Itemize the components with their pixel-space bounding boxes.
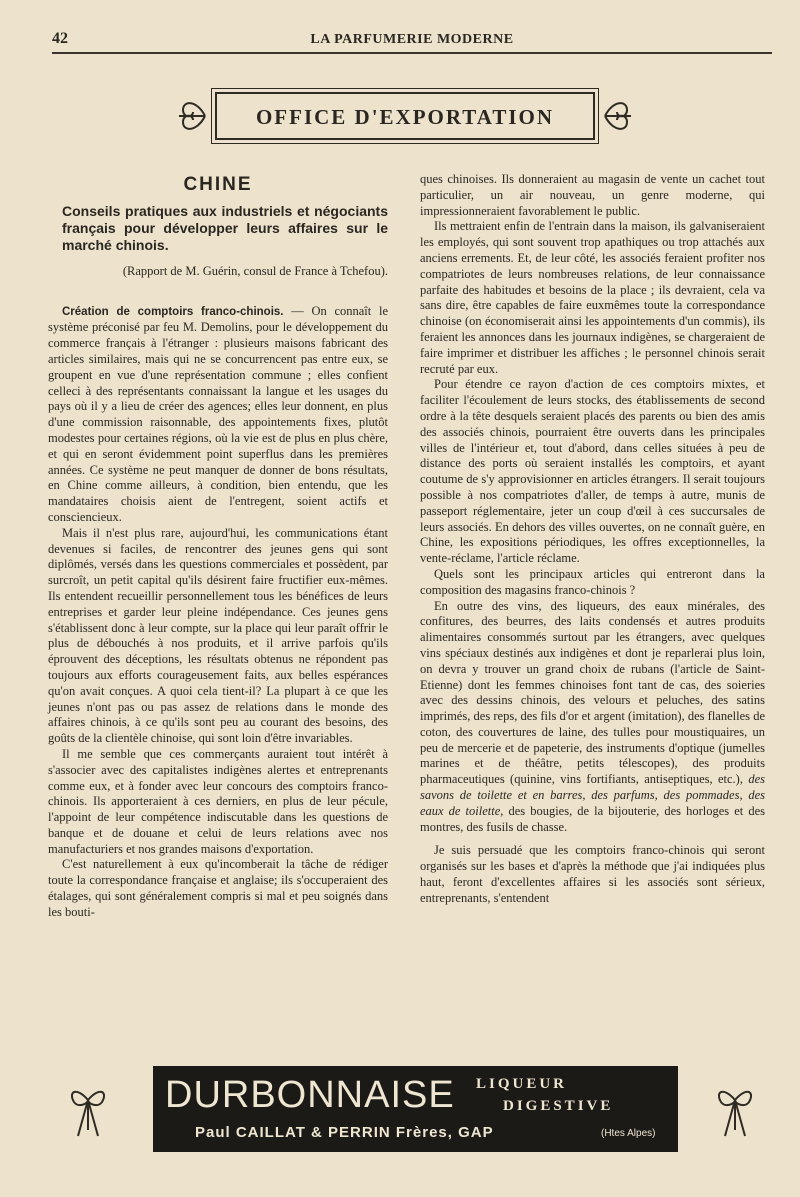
paragraph: ques chinoises. Ils donneraient au magasin de vente un cachet tout particulier, un air nouveau, un genre moderne, qui impressionneraient favorablement le public.: [420, 172, 765, 218]
advertisement: [50, 1066, 765, 1156]
section-banner: [185, 92, 625, 140]
paragraph: Mais il n'est plus rare, aujourd'hui, les communications étant devenues si faciles, de rencontrer des jeunes gens qui sont diplômés, versés dans les questions commerciales et possèdent, par surcroît, un petit capital qu'ils désirent faire fructifier eux-mêmes. Ils entendent recueillir personnellement tous les bénéfices de leurs entreprises et garder leur pleine indépendance. Ces jeunes gens s'établissent donc à leur compte, sur la place qui leur paraît offrir le plus de débouchés à nos produits, et il arrive parfois qu'ils éprouvent des déceptions, les résultats obtenus ne répondent pas toujours aux efforts courageusement faits, aux belles espérances qu'on avait conçues. A quoi cela tient-il? La plupart à ce que les jeunes n'ont pas ou pas assez de relations dans le monde des affaires chinois, à ce qu'ils sont peu au courant des besoins, des goûts de la clientèle chinoise, qui sont loin d'être invariables.: [48, 525, 388, 746]
paragraph: [48, 304, 388, 526]
fleuron-ornament-icon: [603, 96, 633, 136]
page-number: 42: [52, 30, 68, 47]
ad-tagline: DIGESTIVE: [503, 1098, 614, 1114]
paragraph-run-in-heading: Création de comptoirs franco-chinois.: [62, 305, 284, 318]
advertisement-panel: [153, 1066, 678, 1152]
right-column: [420, 172, 765, 907]
paragraph: Ils mettraient enfin de l'entrain dans la maison, ils galvaniseraient les employés, qui sont souvent trop apathiques ou trop attachés aux anciens errements. Et, de leur côté, les associés feraient profiter nos compatriotes de leurs nombreuses relations, de leur connaissance parfaite des habitudes et besoins de la place ; ils devraient, cela va sans dire, être capables de faire euxmêmes toute la correspondance chinoise (on économiserait ainsi les appointements d'un commis), ils feraient les annonces dans les journaux indigènes, se chargeraient de faire imprimer et distribuer les affiches ; le personnel chinois serait recruté par eux.: [420, 219, 765, 376]
fleuron-ornament-icon: [177, 96, 207, 136]
paragraph: Je suis persuadé que les comptoirs franco-chinois qui seront organisés sur les bases et d'après la méthode que j'ai indiquées plus haut, feront d'excellentes affaires si les associés sont sérieux, entreprenants, s'entendent: [420, 843, 765, 905]
paragraph: Pour étendre ce rayon d'action de ces comptoirs mixtes, et faciliter l'écoulement de leurs stocks, des établissements de second ordre à la tête desquels seraient placés des parents ou bien des amis des associés chinois, pourraient être ouverts dans les principales villes de l'intérieur et, tout d'abord, dans celles situées à peu de distance des ports où seraient installés les comptoirs, et ayant coutume de s'y approvisionner en articles étrangers. Il serait toujours possible à nos compatriotes d'aller, de temps à autre, munis de passeport réglementaire, jeter un coup d'œil à ces succursales de leurs associés. En dehors des villes ouvertes, on ne connaît guère, en Chine, les expositions périodiques, les offres exceptionnelles, la vente-réclame, l'article réclame.: [420, 377, 765, 566]
ad-maker: Paul CAILLAT & PERRIN Frères, GAP: [195, 1124, 494, 1141]
banner-title: OFFICE D'EXPORTATION: [255, 105, 555, 129]
banner-frame: [215, 92, 595, 140]
report-attribution: (Rapport de M. Guérin, consul de France à Tchefou).: [122, 263, 388, 278]
ribbon-bow-ornament-icon: [713, 1080, 757, 1140]
paragraph: Il me semble que ces commerçants auraient tout intérêt à s'associer avec des capitalistes indigènes alertes et entreprenants comme eux, et à fonder avec leur concours des comptoirs franco-chinois. Ils apporteraient à ces derniers, en plus de leur pécule, l'appoint de leur compétence indiscutable dans les questions de banque et de douane et celui de leurs relations avec nos manufacturiers et nos grandes maisons d'exportation.: [48, 746, 388, 856]
ad-brand: DURBONNAISE: [165, 1074, 455, 1116]
paragraph: C'est naturellement à eux qu'incomberait la tâche de rédiger toute la correspondance française et anglaise; ils s'occuperaient des étalages, qui sont généralement compris si mal et peu soignés dans les bouti-: [48, 857, 388, 919]
paragraph-italic-text: des savons de toilette et en barres, des parfums, des pommades, des eaux de toilette,: [420, 772, 765, 818]
journal-title: LA PARFUMERIE MODERNE: [310, 32, 514, 47]
paragraph-text: — On connaît le système préconisé par feu M. Demolins, pour le développement du commerce français à l'étranger : plusieurs maisons fabricant des articles similaires, mais qui ne se concurrencent pas entre eux, se groupent en vue d'une représentation commune ; elles confient celleci à des représentants connaissant la langue et les usages du pays où il y a lieu de créer des agences; elles leur donnent, en plus d'une commission raisonnable, des appointements fixes, plutôt modestes pour certaines régions, où la vie est de plus en plus chère, et qui en seront évidemment point superflus dans les premières années. Ce système ne peut manquer de donner de bons résultats, en Chine comme ailleurs, à condition, bien entendu, que les mandataires choisis aient de l'entregent, soient actifs et consciencieux.: [48, 303, 388, 524]
left-column: [48, 172, 388, 921]
ad-tagline: LIQUEUR: [476, 1076, 568, 1092]
paragraph: [420, 599, 765, 836]
ad-region: (Htes Alpes): [601, 1128, 656, 1139]
running-head: [52, 30, 772, 54]
paragraph-text: des bougies, de la bijouterie, des horloges et des montres, des fusils de chasse.: [420, 803, 765, 834]
article-subtitle: Conseils pratiques aux industriels et négociants français pour développer leurs affaires sur le marché chinois.: [62, 202, 388, 253]
ribbon-bow-ornament-icon: [66, 1080, 110, 1140]
paragraph: Quels sont les principaux articles qui entreront dans la composition des magasins franco-chinois ?: [420, 566, 765, 597]
article-title: CHINE: [183, 174, 253, 195]
paragraph-text: En outre des vins, des liqueurs, des eaux minérales, des confitures, des beurres, des laits condensés et autres produits alimentaires consommés surtout par les étrangers, avec quelques vins spéciaux destinés aux indigènes et dont je reparlerai plus loin, on devra y trouver un grand choix de rubans (l'article de Saint-Etienne) dont les femmes chinoises font tant de cas, des soieries avec des dessins chinois, des velours et peluches, des satins imprimés, des reps, des fils d'or et argent (imitation), des flanelles de coton, des couvertures de laine, des tulles pour moustiquaires, un peu de mercerie et de papeterie, des instruments d'optique (jumelles marines et de théâtre, petits télescopes), des produits pharmaceutiques (quinine, vins fortifiants, antiseptiques, etc.),: [420, 598, 765, 787]
